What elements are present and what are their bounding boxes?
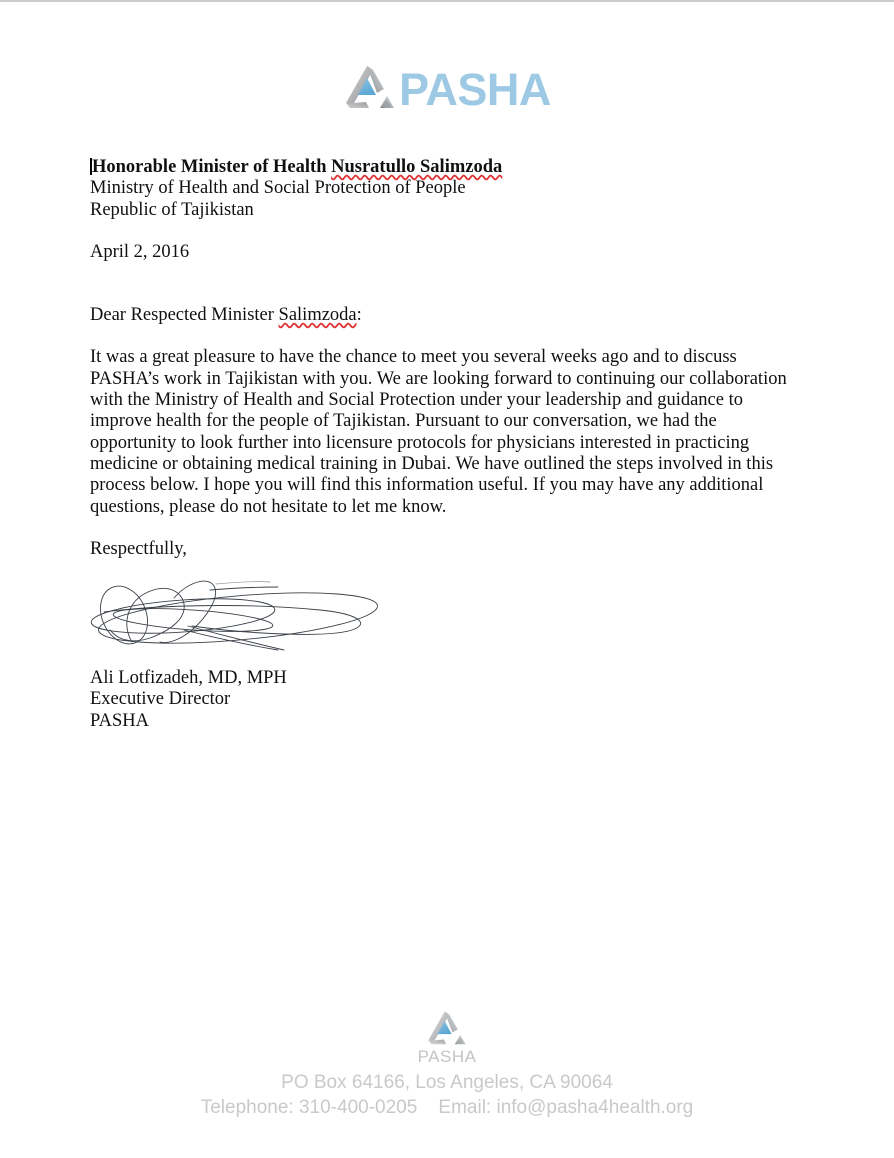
spacer-before-salutation — [90, 263, 790, 305]
salutation-name: Salimzoda — [278, 305, 357, 326]
spacer-before-closing — [90, 518, 790, 539]
pasha-triangle-logo-icon — [343, 64, 397, 112]
footer-logo — [0, 1010, 894, 1048]
signer-title: Executive Director — [90, 689, 231, 710]
letter-body-paragraph: It was a great pleasure to have the chance to meet you several weeks ago and to discuss PASHA’s work in Tajikistan with you. We are looking forward to continuing our collaboration with the Ministry of Health and Social Protection under your leadership and guidance to improve health for the people of Tajikistan. Pursuant to our conversation, we had the opportunity to look further into licensure protocols for physicians interested in practicing medicine or obtaining medical training in Dubai. We have outlined the steps involved in this process below. I hope you will find this information useful. If you may have any additional questions, please do not hesitate to let me know. — [90, 347, 787, 517]
signer-block — [90, 668, 287, 732]
spacer-before-date — [90, 221, 790, 242]
salutation-prefix: Dear Respected Minister — [90, 305, 279, 326]
letter-content — [90, 157, 790, 560]
letter-date: April 2, 2016 — [90, 241, 190, 262]
footer-org-name: PASHA — [417, 1047, 477, 1066]
letter-closing: Respectfully, — [90, 538, 187, 559]
salutation-line — [90, 305, 790, 326]
header-wordmark: PASHA — [399, 63, 551, 115]
footer-contact: Telephone: 310-400-0205 Email: info@pasha4health.org — [200, 1097, 694, 1118]
signer-org: PASHA — [90, 710, 149, 731]
handwritten-signature-image — [88, 568, 378, 654]
recipient-title: Honorable Minister of Health — [92, 157, 332, 177]
footer-address: PO Box 64166, Los Angeles, CA 90064 — [281, 1072, 613, 1093]
signer-name: Ali Lotfizadeh, MD, MPH — [90, 668, 287, 688]
recipient-org: Ministry of Health and Social Protection of People — [90, 178, 466, 199]
recipient-name: Nusratullo Salimzoda — [331, 157, 503, 177]
page-footer — [0, 1010, 894, 1119]
pasha-triangle-logo-icon — [426, 1010, 468, 1048]
recipient-line — [90, 157, 790, 178]
header-logo — [0, 63, 894, 115]
recipient-country: Republic of Tajikistan — [90, 199, 254, 220]
salutation-suffix: : — [356, 305, 362, 326]
spacer-before-body — [90, 326, 790, 347]
